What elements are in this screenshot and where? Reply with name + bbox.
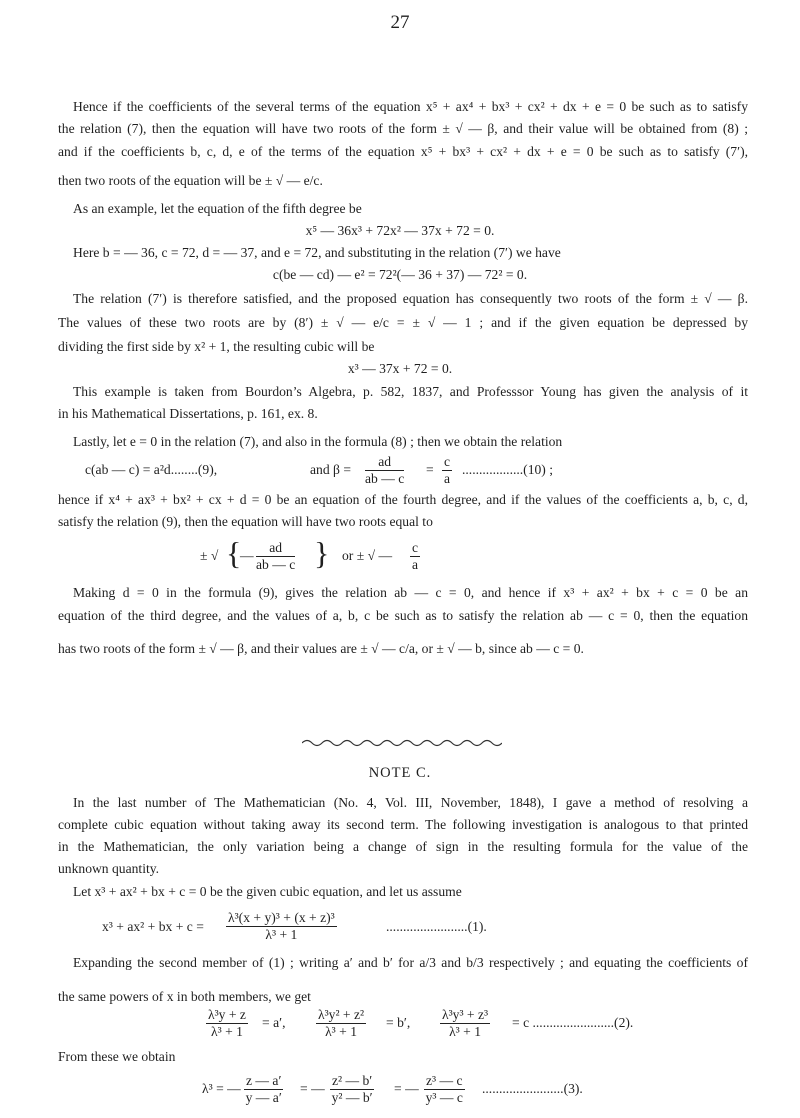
equation: x⁵ — 36x³ + 72x² — 37x + 72 = 0.: [305, 223, 495, 238]
ornament-divider: [302, 738, 502, 748]
fraction: [226, 911, 337, 941]
equals: = —: [394, 1081, 419, 1096]
numerator: λ³y + z: [208, 1007, 246, 1022]
fraction: [424, 1074, 465, 1104]
brace-left: {: [226, 535, 242, 571]
equals: =: [426, 462, 434, 477]
equation-2-rhs: = a′,: [262, 1015, 286, 1030]
text-line: equation of the third degree, and the values of a, b, c be such as to satisfy the relation ab — c = 0, then the equation: [58, 608, 748, 623]
fraction: [330, 1074, 374, 1104]
equation-2-rhs: = b′,: [386, 1015, 411, 1030]
numerator: z³ — c: [426, 1073, 463, 1088]
denominator: y — a′: [245, 1089, 282, 1105]
equation: x³ — 37x + 72 = 0.: [347, 361, 453, 376]
root-or: or ± √ —: [342, 548, 393, 563]
denominator: y² — b′: [331, 1089, 373, 1105]
denominator: λ³ + 1: [211, 1023, 243, 1039]
text-line: The relation (7′) is therefore satisfied, and the proposed equation has consequently two roots of the form ± √ — β.: [73, 291, 748, 306]
text-line: satisfy the relation (9), then the equation will have two roots equal to: [58, 514, 433, 529]
denominator: λ³ + 1: [265, 926, 298, 942]
fraction: [440, 1008, 490, 1038]
equation-3-lhs: λ³ = —: [202, 1081, 241, 1096]
fraction: [316, 1008, 366, 1038]
text-line: In the last number of The Mathematician (No. 4, Vol. III, November, 1848), I gave a method of resolving a: [73, 795, 748, 810]
text-line: the same powers of x in both members, we get: [58, 989, 311, 1004]
text-line: unknown quantity.: [58, 861, 160, 876]
denominator: ab — c: [256, 556, 296, 572]
equals: = —: [300, 1081, 325, 1096]
text-line: Expanding the second member of (1) ; writing a′ and b′ for a/3 and b/3 respectively ; and equating the coefficients of: [73, 955, 748, 970]
text-line: in the Mathematician, the only variation being a change of sign in the resulting formula for the value of the: [58, 839, 748, 854]
text-line: and if the coefficients b, c, d, e of the terms of the equation x⁵ + bx³ + cx² + dx + e = 0 be such as to satisfy (7′),: [58, 144, 748, 159]
text-line: hence if x⁴ + ax³ + bx² + cx + d = 0 be an equation of the fourth degree, and if the values of the coefficients a, b, c, d,: [58, 492, 748, 507]
numerator: ad: [256, 541, 295, 557]
numerator: λ³y² + z²: [318, 1007, 365, 1022]
equation: c(be — cd) — e² = 72²(— 36 + 37) — 72² = 0.: [272, 267, 528, 282]
page-number: 27: [390, 12, 410, 33]
fraction: [244, 1074, 283, 1104]
text-line: has two roots of the form ± √ — β, and their values are ± √ — c/a, or ± √ — b, since ab — c = 0.: [58, 641, 584, 656]
text-line: the relation (7), then the equation will have two roots of the form ± √ — β, and their value will be obtained from (8) ;: [58, 121, 748, 136]
text-line: Hence if the coefficients of the several terms of the equation x⁵ + ax⁴ + bx³ + cx² + dx + e = 0 be such as to satisfy: [73, 99, 748, 114]
fraction: [206, 1008, 248, 1038]
numerator: c: [444, 454, 451, 469]
root-prefix: ± √: [200, 548, 219, 563]
fraction: [410, 541, 420, 571]
fraction: [365, 455, 404, 485]
text-line: Making d = 0 in the formula (9), gives the relation ab — c = 0, and hence if x³ + ax² + bx + c = 0 be an: [73, 585, 748, 600]
text-line: From these we obtain: [58, 1049, 176, 1064]
equation-tag: ........................(1).: [386, 919, 487, 934]
equation-1-left: x³ + ax² + bx + c =: [102, 919, 204, 934]
equation-2-rhs: = c ........................(2).: [512, 1015, 634, 1030]
text-line: complete cubic equation without taking away its second term. The following investigation is analogous to that printed: [58, 817, 748, 832]
minus: —: [240, 548, 254, 563]
denominator: a: [412, 556, 419, 572]
text-line: in his Mathematical Dissertations, p. 161, ex. 8.: [58, 406, 318, 421]
denominator: ab — c: [365, 470, 405, 486]
numerator: λ³y³ + z³: [442, 1007, 489, 1022]
text-line: Here b = — 36, c = 72, d = — 37, and e = 72, and substituting in the relation (7′) we have: [73, 245, 561, 260]
text-line: then two roots of the equation will be ± √ — e/c.: [58, 173, 323, 188]
text-line: As an example, let the equation of the fifth degree be: [73, 201, 362, 216]
text-line: This example is taken from Bourdon’s Algebra, p. 582, 1837, and Professsor Young has given the analysis of it: [73, 384, 748, 399]
equation-tag: ..................(10) ;: [462, 462, 553, 477]
text-line: Lastly, let e = 0 in the relation (7), and also in the formula (8) ; then we obtain the relation: [73, 434, 563, 449]
denominator: y³ — c: [425, 1089, 463, 1105]
text-line: dividing the first side by x² + 1, the resulting cubic will be: [58, 339, 375, 354]
equation-9: c(ab — c) = a²d........(9),: [85, 462, 218, 477]
section-title: NOTE C.: [368, 765, 432, 781]
fraction: [442, 455, 452, 485]
denominator: λ³ + 1: [325, 1023, 358, 1039]
text-line: The values of these two roots are by (8′) ± √ — e/c = ± √ — 1 ; and if the given equation be depressed by: [58, 315, 748, 330]
equation-tag: ........................(3).: [482, 1081, 583, 1096]
equation-10-label: and β =: [310, 462, 352, 477]
numerator: z — a′: [246, 1073, 282, 1088]
numerator: λ³(x + y)³ + (x + z)³: [228, 910, 335, 925]
numerator: ad: [365, 455, 404, 471]
fraction: [256, 541, 295, 571]
numerator: c: [412, 540, 419, 555]
text-line: Let x³ + ax² + bx + c = 0 be the given cubic equation, and let us assume: [73, 884, 462, 899]
brace-right: }: [314, 535, 330, 571]
numerator: z² — b′: [332, 1073, 373, 1088]
denominator: a: [444, 470, 451, 486]
denominator: λ³ + 1: [449, 1023, 482, 1039]
